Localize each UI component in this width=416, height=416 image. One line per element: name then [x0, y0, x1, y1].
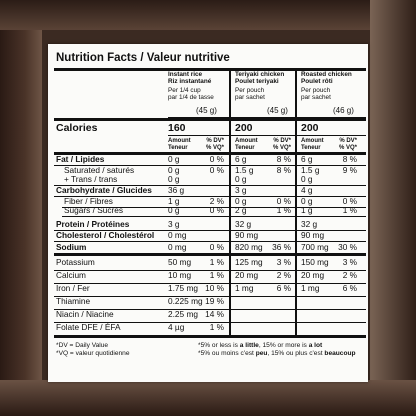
dv-note-part: beaucoup — [324, 350, 356, 357]
divider-line — [62, 216, 366, 217]
nutrient-dv-percent: 0 % — [209, 205, 224, 215]
nutrient-dv-percent: 1 % — [342, 205, 357, 215]
nutrient-label: Calcium — [56, 270, 86, 280]
nutrient-dv-percent: 0 % — [209, 154, 224, 164]
amount-header: Amount — [235, 138, 258, 144]
nutrient-amount: 0.225 mg — [168, 296, 203, 306]
nutrient-dv-percent: 6 % — [276, 283, 291, 293]
nutrient-amount: 1 mg — [235, 283, 254, 293]
serving-size-fr: par sachet — [235, 94, 265, 101]
panel-title: Nutrition Facts / Valeur nutritive — [56, 52, 230, 64]
dv-note-part: , 15% or more is — [258, 342, 309, 349]
nutrient-amount: 1.5 g — [235, 165, 254, 175]
column-divider — [295, 71, 297, 336]
nutrient-amount: 0 g — [301, 174, 313, 184]
nutrient-label: Folate DFE / ÉFA — [56, 322, 121, 332]
nutrient-amount: 3 g — [168, 219, 180, 229]
nutrient-label: Fiber / Fibres — [64, 196, 113, 206]
nutrient-dv-percent: 8 % — [342, 154, 357, 164]
nutrient-dv-percent: 1 % — [209, 322, 224, 332]
nutrient-amount: 1 g — [168, 196, 180, 206]
nutrient-dv-percent: 6 % — [342, 283, 357, 293]
background-right — [370, 0, 416, 416]
serving-grams: (45 g) — [196, 106, 217, 115]
nutrient-amount: 6 g — [301, 154, 313, 164]
amount-header: Amount — [301, 138, 324, 144]
dv-header: % DV* — [206, 138, 224, 144]
nutrient-dv-percent: 0 % — [209, 242, 224, 252]
nutrient-label: Sodium — [56, 242, 87, 252]
nutrient-label: + Trans / trans — [64, 174, 118, 184]
dv-note-fr — [198, 350, 356, 358]
nutrient-amount: 820 mg — [235, 242, 263, 252]
nutrient-amount: 90 mg — [301, 230, 325, 240]
nutrient-label: Thiamine — [56, 296, 91, 306]
nutrient-amount: 90 mg — [235, 230, 259, 240]
dv-definition: *DV = Daily Value — [56, 342, 109, 349]
serving-grams: (46 g) — [333, 106, 354, 115]
nutrient-amount: 0 g — [235, 174, 247, 184]
teneur-header: Teneur — [168, 145, 188, 151]
vq-header: % VQ* — [205, 145, 224, 151]
nutrient-dv-percent: 36 % — [272, 242, 291, 252]
nutrient-amount: 20 mg — [235, 270, 259, 280]
nutrient-dv-percent: 1 % — [276, 205, 291, 215]
background-bottom — [0, 380, 416, 416]
calories-value: 160 — [168, 122, 186, 134]
nutrient-label: Carbohydrate / Glucides — [56, 185, 152, 195]
nutrient-dv-percent: 2 % — [342, 270, 357, 280]
calories-value: 200 — [235, 122, 253, 134]
vq-definition: *VQ = valeur quotidienne — [56, 350, 130, 357]
column-name: Instant rice — [168, 71, 203, 78]
nutrient-label: Protein / Protéines — [56, 219, 130, 229]
nutrient-amount: 32 g — [235, 219, 252, 229]
nutrient-dv-percent: 9 % — [342, 165, 357, 175]
header-rule — [54, 118, 366, 121]
nutrient-amount: 2 g — [235, 205, 247, 215]
column-divider — [229, 71, 231, 336]
nutrient-amount: 10 mg — [168, 270, 192, 280]
dv-note-part: a lot — [308, 342, 323, 349]
calories-value: 200 — [301, 122, 319, 134]
nutrient-amount: 4 µg — [168, 322, 185, 332]
nutrient-amount: 0 mg — [168, 242, 187, 252]
nutrient-amount: 1 mg — [301, 283, 320, 293]
nutrient-dv-percent: 8 % — [276, 165, 291, 175]
dv-note-part: peu — [255, 350, 268, 357]
nutrient-amount: 0 mg — [168, 230, 187, 240]
nutrient-label: Fat / Lipides — [56, 154, 105, 164]
nutrient-label: Niacin / Niacine — [56, 309, 114, 319]
serving-size: Per pouch — [301, 87, 331, 94]
dv-note-part: , 15% ou plus c'est — [267, 350, 325, 357]
column-name-fr: Poulet rôti — [301, 78, 333, 85]
nutrient-dv-percent: 8 % — [276, 154, 291, 164]
teneur-header: Teneur — [301, 145, 321, 151]
nutrient-amount: 0 g — [168, 205, 180, 215]
nutrient-label: Saturated / saturés — [64, 165, 135, 175]
nutrient-dv-percent: 0 % — [209, 165, 224, 175]
nutrient-dv-percent: 14 % — [205, 309, 224, 319]
column-name: Roasted chicken — [301, 71, 352, 78]
dv-note-part: *5% ou moins c'est — [198, 350, 256, 357]
dv-note-part: *5% or less is — [198, 342, 240, 349]
nutrient-dv-percent: 2 % — [209, 196, 224, 206]
dv-header: % DV* — [339, 138, 357, 144]
nutrient-label: Iron / Fer — [56, 283, 90, 293]
dv-header: % DV* — [273, 138, 291, 144]
nutrient-dv-percent: 3 % — [342, 257, 357, 267]
nutrient-dv-percent: 3 % — [276, 257, 291, 267]
amount-header: Amount — [168, 138, 191, 144]
background-top — [0, 0, 416, 30]
dv-note-en — [198, 342, 322, 350]
nutrient-amount: 3 g — [235, 185, 247, 195]
serving-grams: (45 g) — [267, 106, 288, 115]
nutrient-label: Potassium — [56, 257, 95, 267]
serving-size-fr: par 1/4 de tasse — [168, 94, 214, 101]
nutrient-label: Sugars / Sucres — [64, 205, 124, 215]
serving-size: Per 1/4 cup — [168, 87, 201, 94]
teneur-header: Teneur — [235, 145, 255, 151]
divider-line — [54, 253, 366, 256]
nutrient-amount: 150 mg — [301, 257, 329, 267]
nutrient-amount: 0 g — [168, 165, 180, 175]
column-name: Teriyaki chicken — [235, 71, 285, 78]
nutrient-amount: 1 g — [301, 205, 313, 215]
nutrient-amount: 0 g — [168, 174, 180, 184]
nutrient-amount: 20 mg — [301, 270, 325, 280]
nutrient-amount: 36 g — [168, 185, 185, 195]
nutrient-amount: 1.75 mg — [168, 283, 198, 293]
nutrient-dv-percent: 0 % — [342, 196, 357, 206]
nutrient-amount: 32 g — [301, 219, 318, 229]
nutrient-label: Cholesterol / Cholestérol — [56, 230, 155, 240]
divider-line — [168, 135, 366, 136]
nutrient-dv-percent: 10 % — [205, 283, 224, 293]
nutrient-amount: 2.25 mg — [168, 309, 198, 319]
column-name-fr: Riz instantané — [168, 78, 212, 85]
nutrition-facts-panel — [48, 44, 368, 382]
nutrient-amount: 0 g — [168, 154, 180, 164]
nutrient-amount: 4 g — [301, 185, 313, 195]
vq-header: % VQ* — [272, 145, 291, 151]
serving-size: Per pouch — [235, 87, 265, 94]
column-name-fr: Poulet teriyaki — [235, 78, 279, 85]
vq-header: % VQ* — [338, 145, 357, 151]
divider-line — [54, 335, 366, 338]
nutrient-dv-percent: 1 % — [209, 270, 224, 280]
nutrient-dv-percent: 0 % — [276, 196, 291, 206]
nutrient-amount: 0 g — [301, 196, 313, 206]
nutrient-dv-percent: 1 % — [209, 257, 224, 267]
nutrient-amount: 6 g — [235, 154, 247, 164]
nutrient-amount: 0 g — [235, 196, 247, 206]
nutrient-amount: 1.5 g — [301, 165, 320, 175]
nutrient-amount: 50 mg — [168, 257, 192, 267]
serving-size-fr: par sachet — [301, 94, 331, 101]
nutrient-dv-percent: 2 % — [276, 270, 291, 280]
background-left — [0, 0, 42, 416]
nutrient-amount: 700 mg — [301, 242, 329, 252]
nutrient-amount: 125 mg — [235, 257, 263, 267]
nutrient-dv-percent: 30 % — [338, 242, 357, 252]
dv-note-part: a little — [239, 342, 259, 349]
calories-label: Calories — [56, 122, 98, 134]
nutrient-dv-percent: 19 % — [205, 296, 224, 306]
